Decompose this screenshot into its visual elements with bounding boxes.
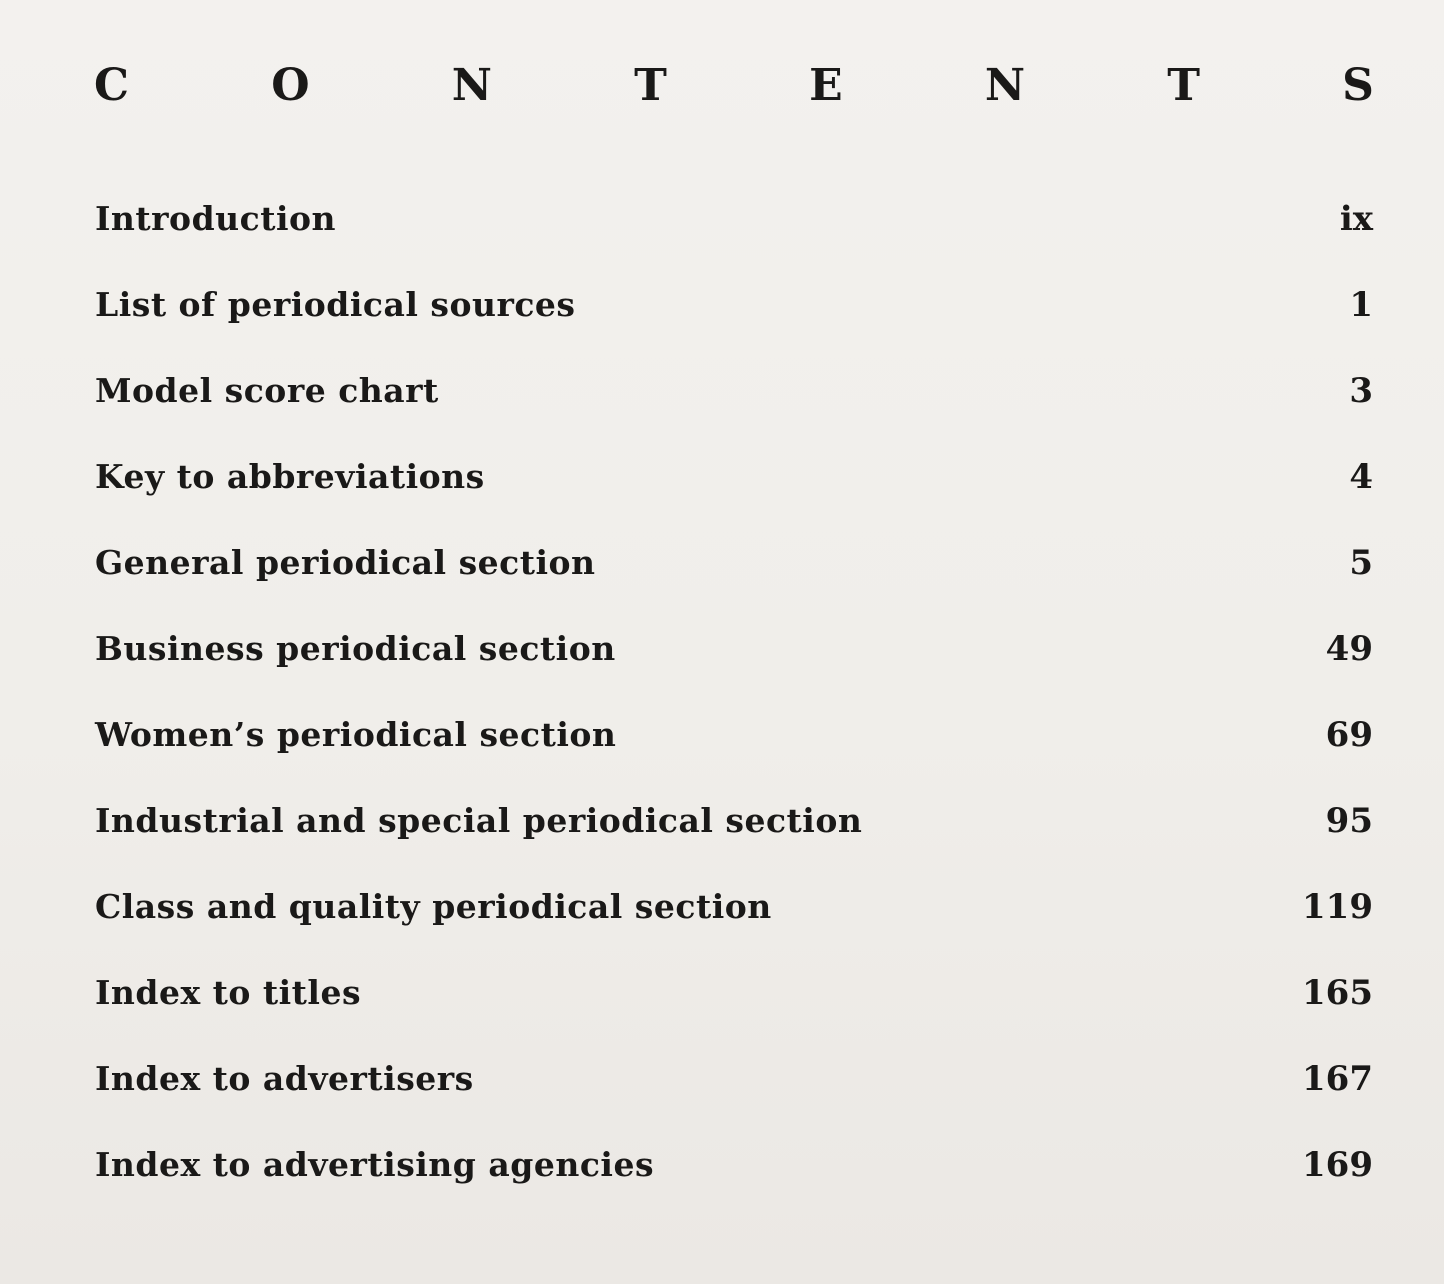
toc-entry: [95, 1050, 1373, 1136]
toc-entry-title: Index to advertising agencies: [95, 1145, 655, 1184]
toc-entry-title: Index to advertisers: [95, 1059, 474, 1098]
toc-entry-page: 3: [1349, 371, 1373, 411]
toc-entry-page: ix: [1339, 199, 1373, 239]
toc-entry-page: 69: [1325, 715, 1373, 755]
toc-entry-page: 5: [1349, 543, 1373, 583]
heading-letter: T: [634, 60, 667, 111]
toc-entry: [95, 276, 1373, 362]
heading-letter: N: [451, 60, 492, 111]
toc-entry: [95, 534, 1373, 620]
toc-entry: [95, 448, 1373, 534]
toc-entry: [95, 964, 1373, 1050]
heading-letter: S: [1342, 60, 1374, 111]
toc-entry: [95, 1136, 1373, 1222]
toc-entry: [95, 190, 1373, 276]
toc-entry-title: Model score chart: [95, 371, 439, 410]
heading-letter: T: [1167, 60, 1200, 111]
heading-letter: E: [809, 60, 843, 111]
toc-entry: [95, 706, 1373, 792]
toc-entry-page: 167: [1302, 1059, 1373, 1099]
toc-list: [95, 190, 1373, 1222]
toc-entry-title: General periodical section: [95, 543, 596, 582]
toc-entry-title: Business periodical section: [95, 629, 616, 668]
toc-entry-title: Index to titles: [95, 973, 362, 1012]
toc-entry-page: 169: [1302, 1145, 1373, 1185]
toc-entry-page: 95: [1325, 801, 1373, 841]
toc-entry: [95, 620, 1373, 706]
toc-entry: [95, 792, 1373, 878]
toc-entry-page: 4: [1349, 457, 1373, 497]
toc-entry-page: 165: [1302, 973, 1373, 1013]
contents-heading: [94, 58, 1374, 114]
toc-entry-title: Industrial and special periodical section: [95, 801, 863, 840]
toc-entry: [95, 878, 1373, 964]
toc-entry-page: 49: [1325, 629, 1373, 669]
toc-entry-title: Introduction: [95, 199, 337, 238]
toc-entry-page: 119: [1302, 887, 1373, 927]
toc-entry-title: Women’s periodical section: [95, 715, 617, 754]
toc-entry-title: Class and quality periodical section: [95, 887, 772, 926]
heading-letter: O: [271, 60, 310, 111]
toc-entry-title: List of periodical sources: [95, 285, 576, 324]
toc-entry-page: 1: [1349, 285, 1373, 325]
heading-letter: N: [984, 60, 1026, 111]
toc-entry-title: Key to abbreviations: [95, 457, 485, 496]
heading-letter: C: [94, 60, 130, 111]
toc-entry: [95, 362, 1373, 448]
